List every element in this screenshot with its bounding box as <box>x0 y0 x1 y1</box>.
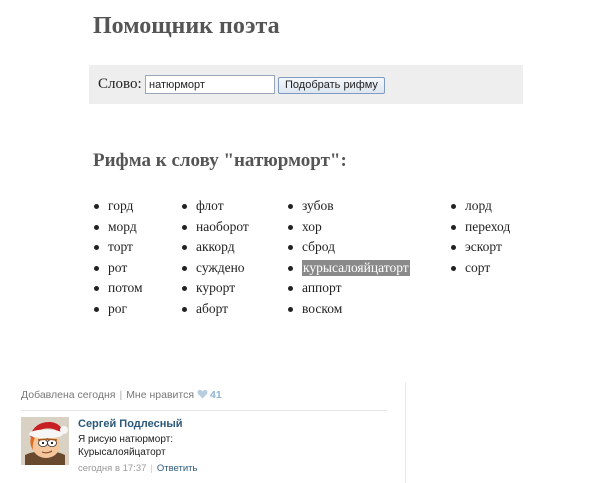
comment-text <box>78 434 173 459</box>
heart-icon <box>197 389 208 399</box>
rhyme-word: зубов <box>302 198 334 213</box>
like-count: 41 <box>210 389 222 401</box>
added-date: Добавлена сегодня <box>21 389 116 401</box>
rhyme-column-4 <box>450 196 510 278</box>
rhyme-word: наоборот <box>196 218 249 234</box>
comment-author[interactable]: Сергей Подлесный <box>78 418 183 430</box>
rhyme-word: хор <box>302 218 322 234</box>
word-input[interactable] <box>145 75 275 94</box>
rhyme-item <box>93 196 143 217</box>
rhyme-word: флот <box>196 198 224 213</box>
page-title: Помощник поэта <box>93 13 280 39</box>
rhyme-item <box>181 196 249 217</box>
comment-divider <box>21 410 387 411</box>
rhyme-item <box>93 237 143 258</box>
rhyme-word: сорт <box>465 259 491 275</box>
reply-link[interactable]: Ответить <box>156 463 198 474</box>
fry-avatar-icon <box>21 417 69 465</box>
rhyme-word: морд <box>108 218 137 234</box>
rhyme-column-3 <box>287 196 410 319</box>
rhyme-word: лорд <box>465 198 492 213</box>
rhyme-word: аппорт <box>302 280 342 295</box>
rhyme-item <box>287 196 410 217</box>
rhyme-item <box>93 217 143 238</box>
rhyme-word: переход <box>465 218 511 234</box>
search-panel <box>89 65 523 104</box>
comment-meta <box>78 463 197 474</box>
rhyme-item <box>450 258 510 279</box>
rhyme-column-1 <box>93 196 143 319</box>
rhyme-word: аккорд <box>196 239 235 254</box>
rhyme-word: потом <box>108 280 143 295</box>
rhyme-word: суждено <box>196 259 245 275</box>
rhyme-word: эскорт <box>465 239 502 254</box>
rhyme-item <box>287 237 410 258</box>
rhyme-word: курысалояйцаторт <box>303 259 409 275</box>
rhyme-word: аборт <box>196 300 229 316</box>
post-info-bar <box>21 389 222 401</box>
word-label: Слово: <box>98 76 142 92</box>
rhyme-heading: Рифма к слову "натюрморт": <box>93 150 347 171</box>
rhyme-word: торт <box>108 239 133 254</box>
separator: | <box>119 389 123 401</box>
rhyme-item <box>287 278 410 299</box>
avatar[interactable] <box>21 417 69 465</box>
rhyme-word: сброд <box>302 239 336 254</box>
like-label: Мне нравится <box>126 389 195 401</box>
rhyme-item <box>450 196 510 217</box>
rhyme-item <box>287 258 410 279</box>
separator: | <box>150 463 153 474</box>
rhyme-item <box>450 217 510 238</box>
rhyme-item <box>93 258 143 279</box>
comment-line: Курысалояйцаторт <box>78 446 166 458</box>
rhyme-item <box>181 258 249 279</box>
rhyme-item <box>181 237 249 258</box>
comment-line: Я рисую натюрморт: <box>78 434 174 445</box>
rhyme-item <box>93 299 143 320</box>
find-rhyme-button[interactable]: Подобрать рифму <box>278 77 385 94</box>
rhyme-word: горд <box>108 198 134 213</box>
rhyme-item <box>287 217 410 238</box>
rhyme-item <box>181 278 249 299</box>
like-button[interactable] <box>126 389 222 401</box>
comment-time[interactable]: сегодня в 17:37 <box>78 463 147 474</box>
rhyme-word: рот <box>108 259 128 275</box>
rhyme-column-2 <box>181 196 249 319</box>
rhyme-word: курорт <box>196 280 236 295</box>
rhyme-word: рог <box>108 300 128 316</box>
rhyme-item <box>93 278 143 299</box>
rhyme-item <box>181 299 249 320</box>
vertical-divider <box>405 382 406 483</box>
rhyme-item <box>450 237 510 258</box>
rhyme-word: воском <box>302 300 343 316</box>
rhyme-item <box>181 217 249 238</box>
rhyme-item <box>287 299 410 320</box>
